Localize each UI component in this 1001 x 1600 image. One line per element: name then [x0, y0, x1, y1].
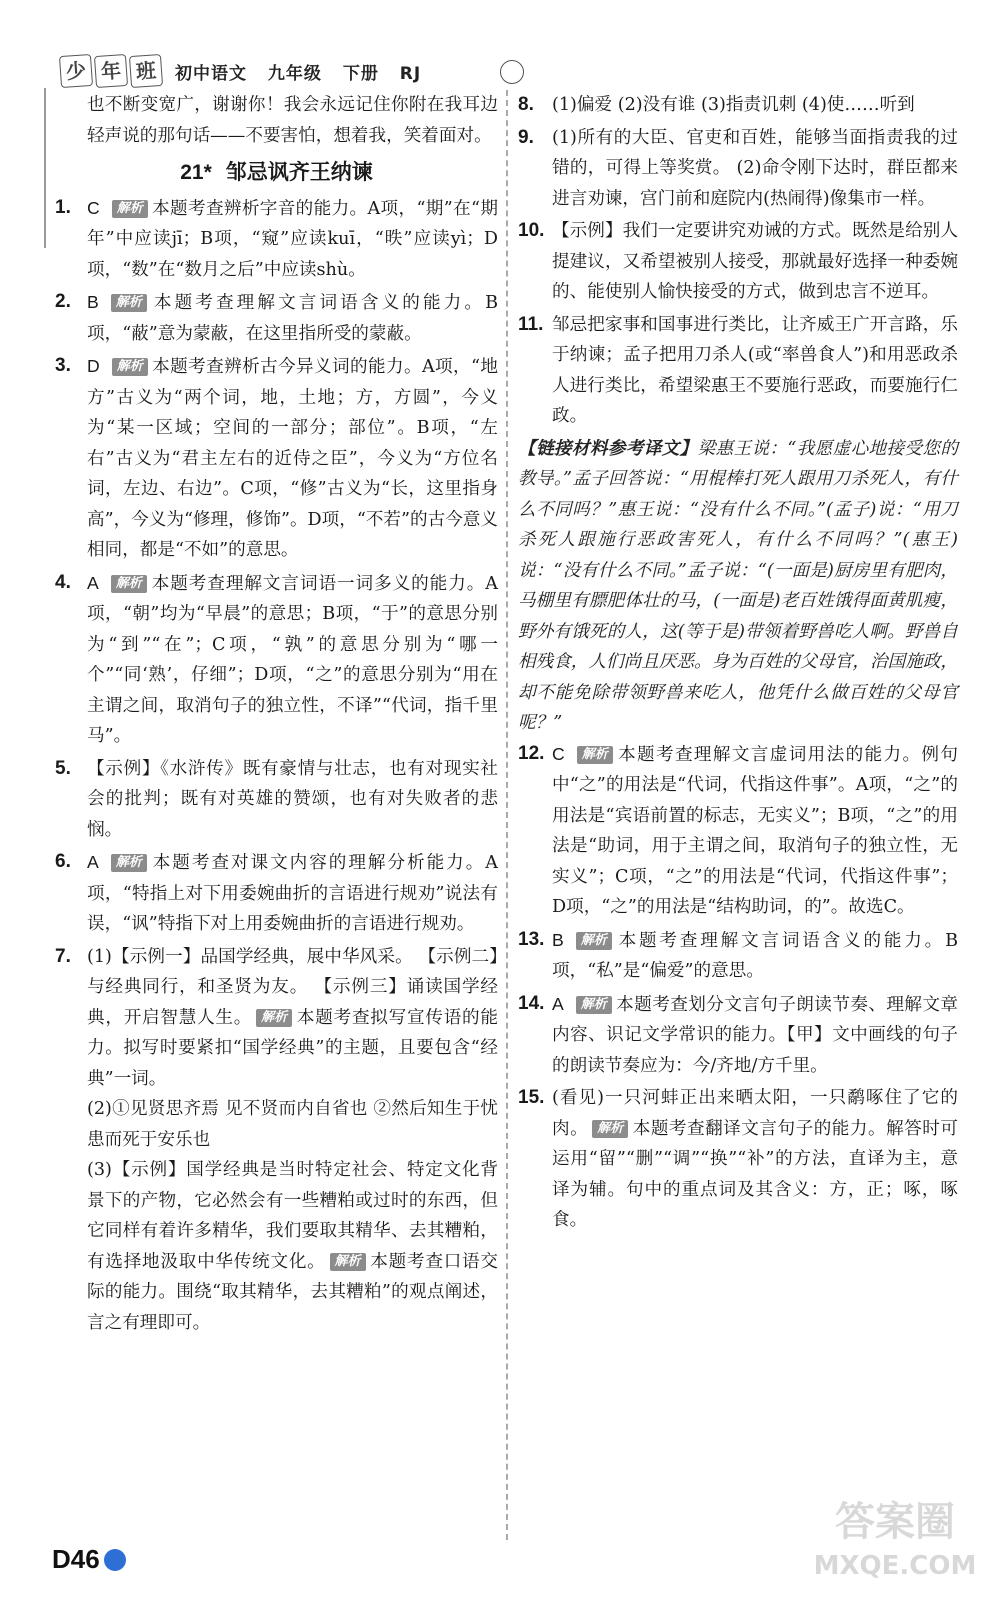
answer-text: 【示例】我们一定要讲究劝诫的方式。既然是给别人提建议，又希望被别人接受，那就最好选择一种委婉的、能使别人愉快接受的方式，做到忠言不逆耳。 [552, 221, 958, 302]
answer-item [518, 90, 958, 121]
analysis-tag: 解析 [111, 854, 147, 872]
reference-text: 梁惠王说：“我愿虚心地接受您的教导。”孟子回答说：“用棍棒打死人跟用刀杀死人，有什么不同吗？”惠王说：“没有什么不同。”(孟子)说：“用刀杀死人跟施行恶政害死人，有什么不同吗？”(惠王)说：“没有什么不同。”孟子说：“(一面是)厨房里有肥肉，马棚里有膘肥体壮的马，(一面是)老百姓饿得面黄肌瘦，野外有饿死的人，这(等于是)带领着野兽吃人啊。野兽自相残食，人们尚且厌恶。身为百姓的父母官，治国施政，却不能免除带领野兽来吃人，他凭什么做百姓的父母官呢？” [518, 438, 958, 733]
book-info [175, 59, 435, 84]
answer-text: (1)【示例一】品国学经典，展中华风采。 【示例二】与经典同行，和圣贤为友。 【示例三】诵读国学经典，开启智慧人生。 [87, 946, 498, 1028]
analysis-tag: 解析 [592, 1120, 628, 1138]
answer-choice: A [87, 852, 99, 872]
answer-item [55, 568, 498, 752]
analysis-tag: 解析 [112, 358, 148, 376]
answer-item [55, 351, 498, 566]
answer-text: 本题考查对课文内容的理解分析能力。A项，“特指上对下用委婉曲折的言语进行规劝”说法有误，“讽”特指下对上用委婉曲折的言语进行规劝。 [87, 853, 498, 934]
page-number: D46 [52, 1544, 100, 1574]
intro-paragraph: 也不断变宽广，谢谢你！我会永远记住你附在我耳边轻声说的那句话——不要害怕，想着我，笑着面对。 [87, 95, 498, 146]
question-number: 5. [55, 757, 71, 779]
answer-text: 邹忌把家事和国事进行类比，让齐威王广开言路，乐于纳谏；孟子把用刀杀人(或“率兽食人”)和用恶政杀人进行类比，希望梁惠王不要施行恶政，而要施行仁政。 [552, 314, 958, 426]
answer-text: 本题考查辨析古今异义词的能力。A项，“地方”古义为“两个词，地，土地；方，方圆”，今义为“某一区域；空间的一部分；部位”。B项，“左右”古义为“君主左右的近侍之臣”，今义为“方位名词，左边、右边”。C项，“修”古义为“长，这里指身高”，今义为“修理，修饰”。D项，“不若”的古今意义相同，都是“不如”的意思。 [87, 357, 498, 560]
watermark-logo [800, 1500, 990, 1590]
left-column [55, 90, 498, 1340]
answer-item [518, 1083, 958, 1236]
question-number: 13. [518, 928, 545, 950]
brand-logo [60, 55, 165, 87]
answer-text: 本题考查划分文言句子朗读节奏、理解文章内容、识记文学常识的能力。【甲】文中画线的句子的朗读节奏应为：今/齐地/方千里。 [552, 994, 958, 1076]
answer-item [518, 216, 958, 308]
question-number: 10. [518, 220, 545, 241]
analysis-tag: 解析 [576, 932, 612, 950]
answer-choice: C [87, 197, 100, 218]
answer-item [518, 123, 958, 215]
question-number: 6. [55, 851, 71, 872]
analysis-tag: 解析 [576, 996, 612, 1014]
analysis-tag: 解析 [112, 200, 148, 218]
analysis-tag: 解析 [577, 746, 613, 764]
question-number: 4. [55, 571, 71, 593]
question-number: 9. [518, 126, 534, 148]
question-number: 11. [518, 313, 544, 335]
answer-choice: B [552, 929, 564, 950]
answer-choice: A [87, 572, 99, 593]
answer-text: 【示例】《水浒传》既有豪情与壮志，也有对现实社会的批判；既有对英雄的赞颂，也有对失败者的悲悯。 [87, 758, 498, 840]
question-number: 7. [55, 945, 71, 967]
brand-char: 班 [129, 54, 163, 88]
answer-text: 本题考查理解文言词语含义的能力。B项，“蔽”意为蒙蔽，在这里指所受的蒙蔽。 [87, 293, 498, 344]
question-number: 12. [518, 742, 545, 764]
question-number: 14. [518, 992, 545, 1014]
answer-choice: A [552, 993, 564, 1014]
answer-item [518, 925, 958, 987]
analysis-text: 本题考查翻译文言句子的能力。解答时可运用“留”“删”“调”“换”“补”的方法，直译为主，意译为辅。句中的重点词及其含义：方，正；啄，啄食。 [552, 1118, 958, 1230]
page-header [60, 52, 435, 90]
binder-line [44, 88, 46, 248]
answer-text: (2)①见贤思齐焉 见不贤而内自省也 ②然后知生于忧患而死于安乐也 [87, 1099, 498, 1150]
grade: 九年级 [267, 63, 322, 84]
analysis-tag: 解析 [256, 1009, 292, 1027]
section-name: 邹忌讽齐王纳谏 [225, 160, 373, 184]
answer-item [55, 942, 498, 1339]
answer-item [55, 193, 498, 286]
analysis-text: 本题考查拟写宣传语的能力。拟写时要紧扣“国学经典”的主题，且要包含“经典”一词。 [87, 1007, 498, 1089]
user-icon [500, 60, 524, 84]
question-number: 15. [518, 1087, 545, 1108]
answer-item [518, 739, 958, 923]
edition: RJ [399, 63, 422, 84]
answer-item [55, 287, 498, 349]
volume: 下册 [342, 63, 379, 84]
brand-char: 少 [59, 54, 93, 88]
answer-text: 本题考查理解文言词语含义的能力。B项，“私”是“偏爱”的意思。 [552, 930, 958, 981]
brand-char: 年 [94, 54, 128, 88]
column-divider [506, 90, 508, 1540]
question-number: 3. [55, 355, 71, 376]
question-number: 2. [55, 291, 71, 312]
globe-icon [104, 1549, 126, 1571]
section-title [55, 157, 498, 189]
watermark-url: MXQE.COM [813, 1551, 977, 1581]
answer-text: 本题考查理解文言虚词用法的能力。例句中“之”的用法是“代词，代指这件事”。A项，“之”的用法是“宾语前置的标志，无实义”；B项，“之”的用法是“助词，用于主谓之间，取消句子的独立性，无实义”；C项，“之”的用法是“代词，代指这件事”；D项，“之”的用法是“结构助词，的”。故选C。 [552, 744, 958, 917]
answer-item [518, 989, 958, 1082]
answer-text: 本题考查辨析字音的能力。A项，“期”在“期年”中应读jī；B项，“窥”应读kuī，“昳”应读yì；D项，“数”在“数月之后”中应读shù。 [87, 198, 498, 280]
analysis-text: 本题考查口语交际的能力。围绕“取其精华，去其糟粕”的观点阐述，言之有理即可。 [87, 1251, 498, 1333]
question-number: 1. [55, 196, 71, 218]
analysis-tag: 解析 [111, 575, 147, 593]
answer-choice: C [552, 743, 565, 764]
analysis-tag: 解析 [111, 294, 147, 312]
analysis-tag: 解析 [330, 1253, 366, 1271]
answer-item [55, 754, 498, 846]
reference-translation [518, 434, 958, 739]
answer-text: (3)【示例】国学经典是当时特定社会、特定文化背景下的产物，它必然会有一些糟粕或过时的东西，但它同样有着许多精华，我们要取其精华、去其糟粕，有选择地汲取中华传统文化。 [87, 1160, 498, 1272]
answer-text [87, 1155, 498, 1338]
right-column [518, 90, 958, 1238]
section-number: 21* [180, 161, 212, 184]
subject: 初中语文 [175, 63, 247, 84]
answer-item [518, 310, 958, 432]
answer-text: (1)偏爱 (2)没有谁 (3)指责讥刺 (4)使……听到 [552, 95, 915, 115]
answer-item [55, 847, 498, 940]
answer-choice: B [87, 292, 99, 312]
answer-text: (1)所有的大臣、官吏和百姓，能够当面指责我的过错的，可得上等奖赏。 (2)命令刚下达时，群臣都来进言劝谏，宫门前和庭院内(热闹得)像集市一样。 [552, 127, 958, 209]
page-footer [52, 1544, 126, 1575]
answer-text: 本题考查理解文言词语一词多义的能力。A项，“朝”均为“早晨”的意思；B项，“于”的意思分别为“到”“在”；C项，“孰”的意思分别为“哪一个”“同‘熟’，仔细”；D项，“之”的意思分别为“用在主谓之间，取消句子的独立性，不译”“代词，指千里马”。 [87, 573, 498, 746]
answer-choice: D [87, 356, 100, 376]
question-number: 8. [518, 94, 534, 115]
reference-heading: 【链接材料参考译文】 [518, 437, 698, 459]
answer-text: (看见)一只河蚌正出来晒太阳，一只鹬啄住了它的肉。 [552, 1088, 958, 1139]
watermark-text: 答案圈 [835, 1499, 955, 1545]
